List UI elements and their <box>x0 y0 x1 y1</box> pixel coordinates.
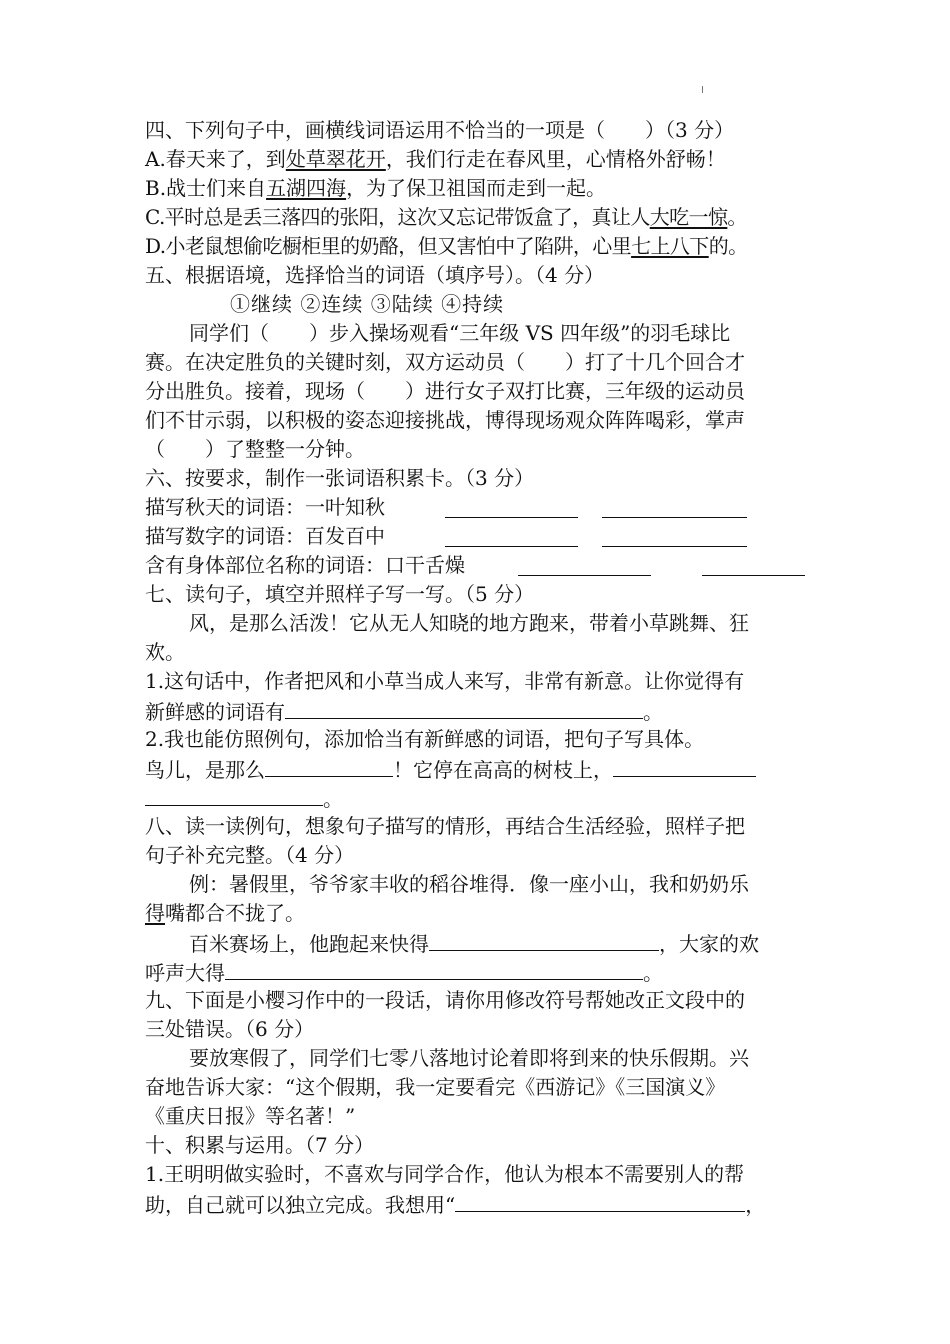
row-label: 描写秋天的词语：一叶知秋 <box>145 495 385 519</box>
q10-item-1: 1.王明明做实验时，不喜欢与同学合作，他认为根本不需要别人的帮 <box>145 1162 745 1186</box>
text: 百米赛场上，他跑起来快得 <box>189 932 429 956</box>
text: ，我们行走在春风里，心情格外舒畅！ <box>385 147 726 171</box>
q4-title: 四、下列句子中，画横线词语运用不恰当的一项是（ ）（3 分） <box>145 118 735 142</box>
answer-blank[interactable] <box>265 754 393 777</box>
q7-item-1: 1.这句话中，作者把风和小草当成人来写，非常有新意。让你觉得有 <box>145 669 745 693</box>
q8-example: 例：暑假里，爷爷家丰收的稻谷堆得．像一座小山，我和奶奶乐 <box>189 872 749 896</box>
q5-title: 五、根据语境，选择恰当的词语（填序号）。（4 分） <box>145 263 605 287</box>
text: 新鲜感的词语有 <box>145 700 285 724</box>
answer-blank[interactable] <box>285 696 643 719</box>
text: 呼声大得 <box>145 961 225 985</box>
q9-para-line: 《重庆日报》等名著！” <box>145 1104 356 1128</box>
answer-blank[interactable] <box>602 524 747 547</box>
underlined-word: 处草翠花开 <box>285 147 386 171</box>
text: 嘴都合不拢了。 <box>165 901 305 925</box>
page-mark <box>702 86 703 93</box>
text: 助，自己就可以独立完成。我想用“ <box>145 1193 456 1217</box>
text: C.平时总是丢三落四的张阳，这次又忘记带饭盒了，真让人 <box>145 205 650 229</box>
answer-blank[interactable] <box>702 553 805 576</box>
q8-run-line <box>145 928 810 958</box>
answer-blank[interactable] <box>455 1189 745 1212</box>
row-label: 含有身体部位名称的词语：口干舌燥 <box>145 553 465 577</box>
q4-option-c <box>145 203 810 231</box>
underlined-word: 七上八下 <box>631 234 709 258</box>
text: 。 <box>323 787 343 811</box>
q4-option-d <box>145 232 810 260</box>
text: 。 <box>643 961 663 985</box>
q6-row-autumn <box>145 493 810 521</box>
q9-title: 三处错误。（6 分） <box>145 1017 315 1041</box>
text: B.战士们来自 <box>145 176 267 200</box>
q7-item-2: 2.我也能仿照例句，添加恰当有新鲜感的词语，把句子写具体。 <box>145 727 705 751</box>
row-label: 描写数字的词语：百发百中 <box>145 524 385 548</box>
q5-para-line: 赛。在决定胜负的关键时刻，双方运动员（ ）打了十几个回合才 <box>145 350 745 374</box>
text: ！它停在高高的树枝上， <box>393 758 613 782</box>
answer-blank[interactable] <box>445 495 578 518</box>
text: 。 <box>727 205 747 229</box>
q10-title: 十、积累与运用。（7 分） <box>145 1133 375 1157</box>
q10-item-1-blank-line <box>145 1189 810 1219</box>
q7-item-1-blank-line <box>145 696 810 726</box>
text: A.春天来了，到 <box>145 147 286 171</box>
underlined-word: 五湖四海 <box>266 176 347 200</box>
q5-para-line: 分出胜负。接着，现场（ ）进行女子双打比赛，三年级的运动员 <box>145 379 745 403</box>
q7-bird-line <box>145 754 810 784</box>
text: 。 <box>643 700 663 724</box>
q9-para-line: 奋地告诉大家：“这个假期，我一定要看完《西游记》《三国演义》 <box>145 1075 726 1099</box>
text: 鸟儿，是那么 <box>145 758 265 782</box>
q6-title: 六、按要求，制作一张词语积累卡。（3 分） <box>145 466 535 490</box>
underlined-word: 得 <box>145 901 165 925</box>
underlined-word: 大吃一惊 <box>649 205 728 229</box>
q8-title: 八、读一读例句，想象句子描写的情形，再结合生活经验，照样子把 <box>145 814 745 838</box>
q6-row-body <box>145 551 810 579</box>
q9-title: 九、下面是小樱习作中的一段话，请你用修改符号帮她改正文段中的 <box>145 988 745 1012</box>
answer-blank[interactable] <box>429 928 659 951</box>
q7-title: 七、读句子，填空并照样子写一写。（5 分） <box>145 582 535 606</box>
q8-example-2 <box>145 899 810 927</box>
q6-row-number <box>145 522 810 550</box>
q5-options: ①继续 ②连续 ③陆续 ④持续 <box>230 292 505 316</box>
text: ，大家的欢 <box>659 932 759 956</box>
answer-blank[interactable] <box>445 524 578 547</box>
q5-para-line: 同学们（ ）步入操场观看“三年级 VS 四年级”的羽毛球比 <box>189 321 731 345</box>
q4-option-b <box>145 174 810 202</box>
answer-blank[interactable] <box>613 754 756 777</box>
text: D.小老鼠想偷吃橱柜里的奶酪，但又害怕中了陷阱，心里 <box>145 234 632 258</box>
q7-sentence: 欢。 <box>145 640 185 664</box>
q5-para-line: 们不甘示弱，以积极的姿态迎接挑战，博得现场观众阵阵喝彩，掌声 <box>145 408 745 432</box>
q8-cheer-line <box>145 957 810 987</box>
answer-blank[interactable] <box>518 553 651 576</box>
q7-sentence: 风，是那么活泼！它从无人知晓的地方跑来，带着小草跳舞、狂 <box>189 611 749 635</box>
answer-blank[interactable] <box>602 495 747 518</box>
text: 的。 <box>708 234 748 258</box>
answer-blank[interactable] <box>225 957 643 980</box>
q7-bird-line-2 <box>145 783 810 813</box>
q4-option-a <box>145 145 810 173</box>
text: ， <box>745 1193 766 1217</box>
q5-para-line: （ ）了整整一分钟。 <box>145 437 365 461</box>
q9-para-line: 要放寒假了，同学们七零八落地讨论着即将到来的快乐假期。兴 <box>189 1046 749 1070</box>
text: ，为了保卫祖国而走到一起。 <box>346 176 607 200</box>
answer-blank[interactable] <box>145 783 323 806</box>
q8-title: 句子补充完整。（4 分） <box>145 843 355 867</box>
